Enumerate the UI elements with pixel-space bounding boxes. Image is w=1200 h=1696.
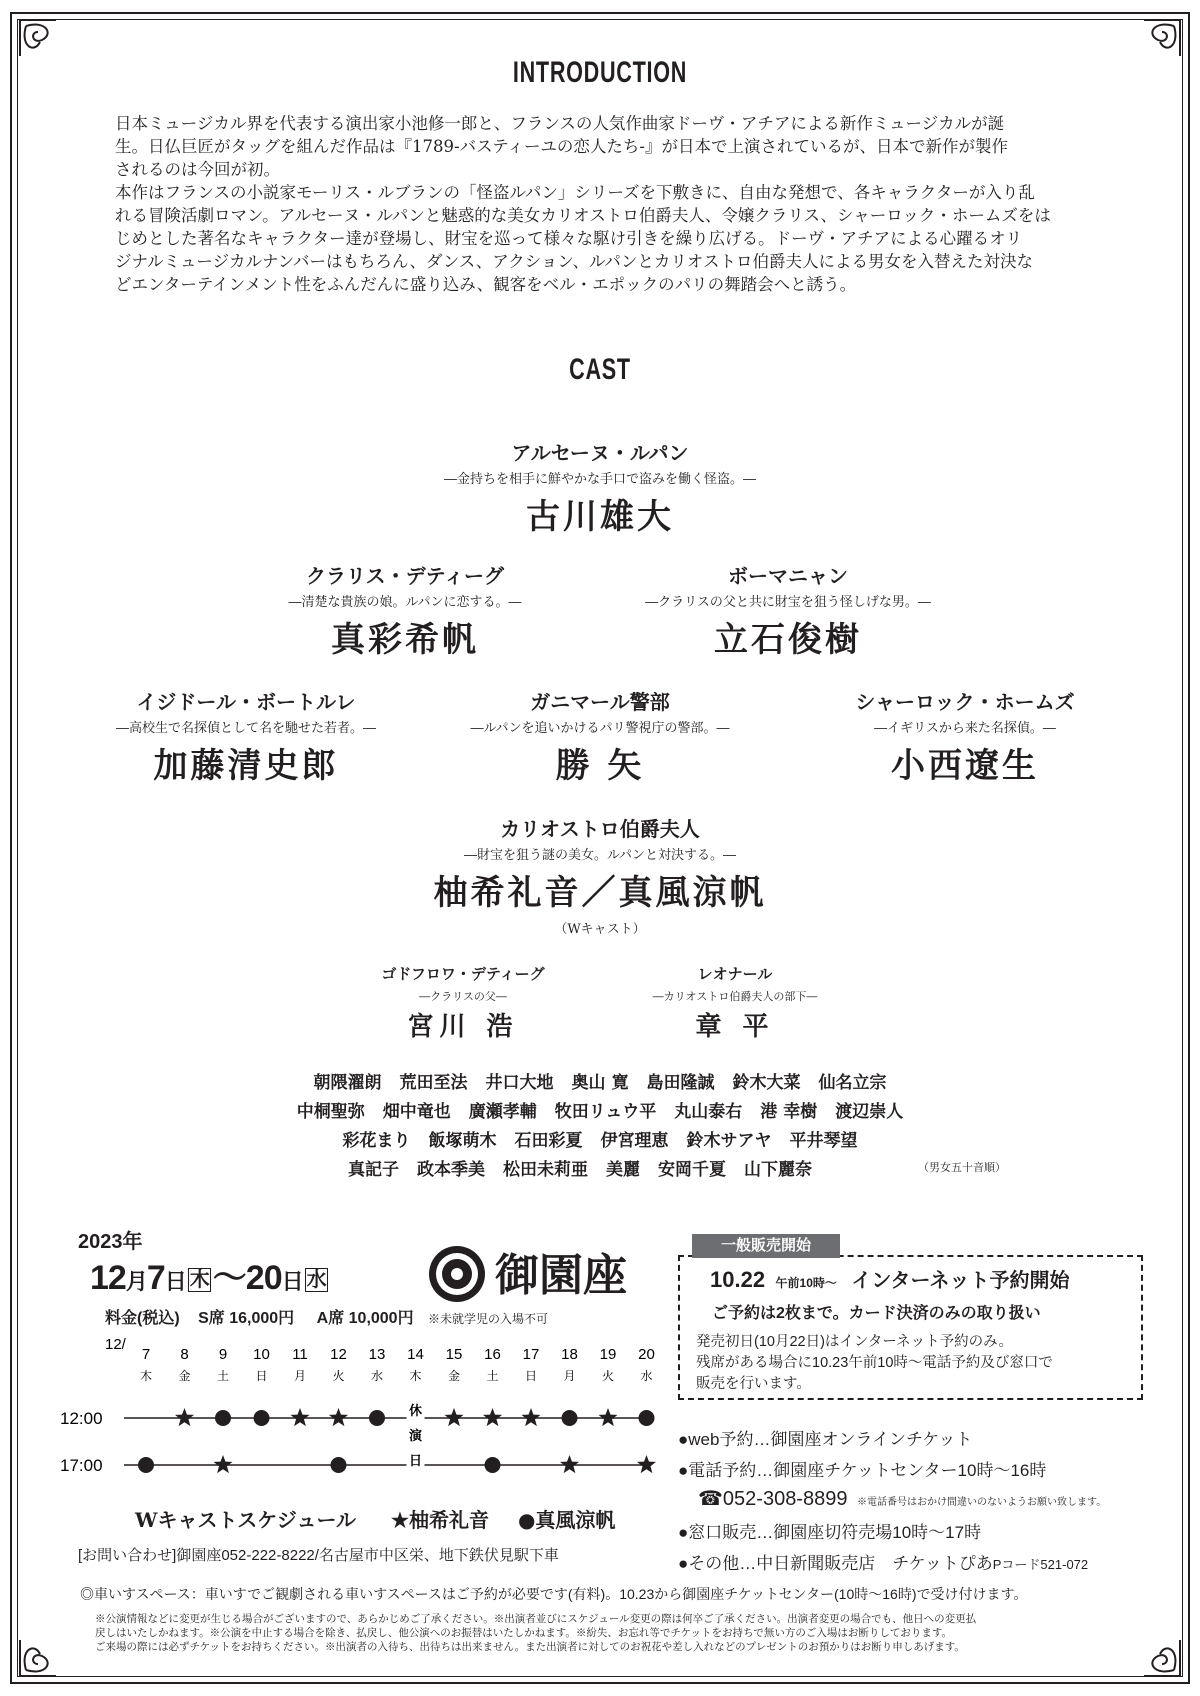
ensemble-name: 奥山 寛 xyxy=(571,1073,629,1093)
performance-dot-icon xyxy=(138,1457,154,1473)
cast-role: カリオストロ伯爵夫人 xyxy=(500,817,700,841)
cast-leonard xyxy=(525,963,945,1043)
ensemble-name: 政本季美 xyxy=(417,1160,485,1180)
cast-title: CAST xyxy=(569,353,631,386)
sales-sub: ご予約は2枚まで。カード決済のみの取り扱い xyxy=(712,1305,1041,1322)
ensemble-name: 井口大地 xyxy=(485,1073,554,1093)
sales-body-line: 販売を行います。 xyxy=(696,1376,811,1392)
performance-star-icon xyxy=(329,1408,348,1426)
ensemble-name: 石田彩夏 xyxy=(514,1131,583,1151)
performance-dot-icon xyxy=(369,1410,385,1426)
cast-name: 真彩希帆 xyxy=(331,620,479,660)
intro-line: 本作はフランスの小説家モーリス・ルブランの「怪盗ルパン」シリーズを下敷きに、自由な発想で、各キャラクターが入り乱 xyxy=(115,183,1035,202)
cast-name: 小西遼生 xyxy=(891,746,1039,786)
corner-ornament-icon xyxy=(16,16,74,74)
date-day: 20 xyxy=(245,1259,282,1297)
calendar-day: 8 xyxy=(180,1346,189,1363)
cast-name: 加藤清史郎 xyxy=(153,746,339,786)
ticket-tel xyxy=(698,1486,1106,1511)
ensemble-name: 飯塚萌木 xyxy=(428,1131,497,1151)
date-month: 12 xyxy=(90,1259,126,1297)
performance-dot-icon xyxy=(562,1410,578,1426)
ensemble-name: 島田隆誠 xyxy=(646,1073,715,1093)
cast-desc: ―財宝を狙う謎の美女。ルパンと対決する。― xyxy=(463,848,737,863)
corner-ornament-icon xyxy=(16,1622,74,1680)
weekday-box: 水 xyxy=(306,1269,326,1292)
ensemble-name: 真記子 xyxy=(348,1160,399,1180)
ticket-other-text: ●その他…中日新聞販売店 チケットぴあ xyxy=(678,1554,993,1573)
ensemble-name: 畑中竜也 xyxy=(382,1102,451,1122)
legend-dot: ●真風涼帆 xyxy=(517,1508,616,1532)
ticket-phone: ●電話予約…御園座チケットセンター10時〜16時 xyxy=(678,1461,1047,1480)
ensemble-name: 鈴木サアヤ xyxy=(686,1131,772,1151)
performance-star-icon xyxy=(175,1408,194,1426)
cast-name: 宮川 浩 xyxy=(407,1012,519,1042)
performance-dot-icon xyxy=(254,1410,270,1426)
corner-ornament-icon xyxy=(1126,1622,1184,1680)
performance-star-icon xyxy=(213,1455,232,1473)
calendar-day: 16 xyxy=(484,1346,501,1363)
cast-role: アルセーヌ・ルパン xyxy=(511,441,689,465)
sales-label: 一般販売開始 xyxy=(692,1234,840,1258)
calendar-day: 13 xyxy=(368,1346,386,1363)
legend-title: Wキャストスケジュール xyxy=(135,1508,357,1532)
intro-line: ジナルミュージカルナンバーはもちろん、ダンス、アクション、ルパンとカリオストロ伯爵夫人による男女を入替えた対決な xyxy=(115,252,1034,271)
cast-role: レオナール xyxy=(697,965,773,983)
cast-desc: ―イギリスから来た名探偵。― xyxy=(874,721,1056,736)
calendar-weekday: 土 xyxy=(486,1369,499,1383)
footer-note-line: 戻しはいたしかねます。※公演を中止する場合を除き、払戻し、他公演へのお振替はいたしかねます。※紛失、お忘れ等でチケットをお持ちで無い方のご入場はお断りしております。 xyxy=(95,1627,953,1639)
calendar-day: 9 xyxy=(218,1346,228,1363)
sales-body-line: 発売初日(10月22日)はインターネット予約のみ。 xyxy=(696,1334,1013,1350)
calendar-day: 12 xyxy=(330,1346,347,1363)
ticket-web: ●web予約…御園座オンラインチケット xyxy=(678,1430,973,1449)
cast-name: 古川雄大 xyxy=(526,497,674,537)
cast-role: ボーマニャン xyxy=(728,564,848,588)
cast-role: イジドール・ボートルレ xyxy=(136,690,356,714)
calendar-day: 19 xyxy=(599,1346,617,1363)
ticket-pcode: Pコード521-072 xyxy=(992,1557,1089,1572)
intro-line: 日本ミュージカル界を代表する演出家小池修一郎と、フランスの人気作曲家ドーヴ・アチアによる新作ミュージカルが誕 xyxy=(115,114,1005,133)
ensemble-name: 港 幸樹 xyxy=(760,1102,818,1122)
calendar-weekday: 水 xyxy=(640,1369,653,1383)
calendar-day: 14 xyxy=(407,1346,424,1363)
performance-star-icon xyxy=(290,1408,309,1426)
performance-star-icon xyxy=(483,1408,502,1426)
price-a-seat: A席 10,000円 xyxy=(316,1310,414,1327)
introduction-title: INTRODUCTION xyxy=(512,56,688,89)
date-unit: 月 xyxy=(125,1269,147,1294)
cast-name: 勝 矢 xyxy=(555,746,645,786)
performance-dates xyxy=(90,1250,330,1299)
ensemble-row xyxy=(0,1097,1200,1122)
date-day: 7 xyxy=(146,1259,165,1297)
price-s-seat: S席 16,000円 xyxy=(198,1310,295,1327)
calendar-weekday: 金 xyxy=(447,1369,461,1383)
calendar-day: 18 xyxy=(561,1346,578,1363)
performance-dot-icon xyxy=(485,1457,501,1473)
price-label: 料金(税込) xyxy=(105,1310,180,1327)
cast-holmes xyxy=(755,686,1175,787)
rest-day-char: 日 xyxy=(408,1454,423,1469)
cast-note: （Wキャスト） xyxy=(554,922,646,937)
cast-lupin xyxy=(390,437,810,538)
intro-line: 生。日仏巨匠がタッグを組んだ作品は『1789-バスティーユの恋人たち-』が日本で上演されているが、日本で新作が製作 xyxy=(115,137,1008,156)
date-tilde: 〜 xyxy=(212,1259,246,1297)
calendar-weekday: 日 xyxy=(255,1369,268,1383)
tel-number: ☎052-308-8899 xyxy=(698,1488,848,1510)
cast-cagliostro xyxy=(390,813,810,937)
intro-line: どエンターテインメント性をふんだんに盛り込み、観客をベル・エポックのパリの舞踏会へと誘う。 xyxy=(115,275,857,294)
cast-clarisse xyxy=(195,560,615,661)
performance-dot-icon xyxy=(215,1410,231,1426)
ensemble-name: 松田未莉亜 xyxy=(503,1160,588,1180)
sales-headline xyxy=(710,1264,1070,1293)
cast-role: シャーロック・ホームズ xyxy=(855,690,1075,714)
date-unit: 日 xyxy=(164,1269,186,1294)
cast-desc: ―クラリスの父― xyxy=(419,990,507,1003)
ensemble-name: 伊宮理恵 xyxy=(600,1131,669,1151)
ensemble-note: （男女五十音順） xyxy=(918,1161,1006,1174)
calendar-day: 17 xyxy=(522,1346,540,1363)
calendar-weekday: 火 xyxy=(601,1369,615,1383)
intro-line: じめとした著名なキャラクター達が登場し、財宝を巡って様々な駆け引きを繰り広げる。ドーヴ・アチアによる心躍るオリ xyxy=(115,229,1023,248)
ensemble-name: 中桐聖弥 xyxy=(296,1102,365,1122)
ensemble-name: 仙名立宗 xyxy=(818,1073,887,1093)
cast-role: クラリス・デティーグ xyxy=(306,564,504,588)
performance-star-icon xyxy=(637,1455,656,1473)
introduction-text xyxy=(115,112,1100,296)
footer-notes xyxy=(95,1612,1115,1654)
sales-body-line: 残席がある場合に10.23午前10時〜電話予約及び窓口で xyxy=(696,1355,1053,1371)
performance-dot-icon xyxy=(331,1457,347,1473)
ticket-window: ●窓口販売…御園座切符売場10時〜17時 xyxy=(678,1523,982,1542)
ensemble-name: 山下麗奈 xyxy=(744,1160,812,1180)
cast-desc: ―金持ちを相手に鮮やかな手口で盗みを働く怪盗。― xyxy=(443,472,756,487)
calendar-weekday: 木 xyxy=(409,1369,422,1383)
calendar-weekday: 木 xyxy=(139,1369,153,1383)
price-note: ※未就学児の入場不可 xyxy=(428,1312,549,1326)
cast-beaumagnan xyxy=(578,560,998,661)
performance-star-icon xyxy=(560,1455,579,1473)
ensemble-name: 丸山泰右 xyxy=(674,1102,743,1122)
calendar-weekday: 日 xyxy=(524,1369,538,1383)
cast-role: ガニマール警部 xyxy=(530,690,670,714)
footer-note-line: ※公演情報などに変更が生じる場合がございますので、あらかじめご了承ください。※出演者並びにスケジュール変更の際は何卒ご了承ください。出演者変更の場合でも、他日への変更払 xyxy=(95,1613,977,1625)
cast-name: 立石俊樹 xyxy=(714,620,862,660)
performance-star-icon xyxy=(521,1408,540,1426)
calendar-day: 7 xyxy=(141,1346,151,1363)
ensemble-name: 朝隈濯朗 xyxy=(313,1073,382,1093)
calendar-weekday: 水 xyxy=(370,1369,384,1383)
wheelchair-note: ◎車いすスペース：車いすでご観劇される車いすスペースはご予約が必要です(有料)。10.23から御園座チケットセンター(10時〜16時)で受け付けます。 xyxy=(80,1586,1028,1602)
time-label: 12:00 xyxy=(60,1409,103,1428)
tel-note: ※電話番号はおかけ間違いのないようお願い致します。 xyxy=(857,1497,1107,1508)
ensemble-name: 鈴木大菜 xyxy=(732,1073,801,1093)
cast-desc: ―高校生で名探偵として名を馳せた若者。― xyxy=(115,721,376,736)
cast-ganimard xyxy=(390,686,810,787)
ensemble-name: 安岡千夏 xyxy=(658,1160,726,1180)
cast-name: 章 平 xyxy=(695,1012,775,1042)
calendar-weekday: 土 xyxy=(216,1369,230,1383)
ensemble-name: 美麗 xyxy=(606,1160,640,1180)
performance-star-icon xyxy=(444,1408,463,1426)
legend-star: ★柚希礼音 xyxy=(391,1508,489,1532)
sales-body xyxy=(696,1332,1053,1395)
performance-dot-icon xyxy=(639,1410,655,1426)
ticket-other xyxy=(678,1549,1088,1574)
rest-day-char: 休 xyxy=(408,1404,423,1419)
calendar-weekday: 月 xyxy=(563,1369,576,1383)
rest-day-char: 演 xyxy=(408,1429,423,1444)
sales-date: 10.22 xyxy=(710,1267,766,1292)
ensemble-name: 平井琴望 xyxy=(789,1131,858,1151)
ensemble-name: 廣瀬孝輔 xyxy=(468,1102,537,1122)
performance-star-icon xyxy=(598,1408,617,1426)
time-label: 17:00 xyxy=(60,1456,103,1475)
cast-desc: ―カリオストロ伯爵夫人の部下― xyxy=(652,990,818,1003)
performance-year: 2023年 xyxy=(78,1231,143,1253)
weekday-box: 木 xyxy=(189,1269,209,1292)
cast-desc: ―ルパンを追いかけるパリ警視庁の警部。― xyxy=(470,721,730,736)
calendar-day: 20 xyxy=(638,1346,655,1363)
sales-time: 午前10時〜 xyxy=(775,1276,837,1290)
misonoza-logo xyxy=(425,1242,635,1306)
calendar-day: 15 xyxy=(445,1346,463,1363)
intro-line: れる冒険活劇ロマン。アルセーヌ・ルパンと魅惑的な美女カリオストロ伯爵夫人、令嬢クラリス、シャーロック・ホームズをは xyxy=(115,206,1051,225)
ensemble-name: 渡辺崇人 xyxy=(835,1102,904,1122)
cast-role: ゴドフロワ・デティーグ xyxy=(381,965,545,983)
cast-desc: ―清楚な貴族の娘。ルパンに恋する。― xyxy=(288,595,522,610)
sales-title: インターネット予約開始 xyxy=(851,1270,1070,1292)
wcast-legend xyxy=(135,1504,615,1533)
price-line xyxy=(105,1305,548,1328)
ensemble-name: 荒田至法 xyxy=(399,1073,468,1093)
ensemble-name: 牧田リュウ平 xyxy=(554,1102,657,1122)
venue-name: 御園座 xyxy=(495,1250,627,1301)
calendar-day: 10 xyxy=(253,1346,270,1363)
calendar-day: 11 xyxy=(292,1346,308,1363)
corner-ornament-icon xyxy=(1126,16,1184,74)
inquiry: [お問い合わせ]御園座052-222-8222/名古屋市中区栄、地下鉄伏見駅下車 xyxy=(78,1547,559,1564)
calendar-weekday: 金 xyxy=(178,1369,191,1383)
ensemble-row xyxy=(0,1126,1200,1151)
cast-name: 柚希礼音／真風涼帆 xyxy=(433,873,767,913)
intro-line: されるのは今回が初。 xyxy=(115,160,280,179)
ensemble-row xyxy=(0,1068,1200,1093)
calendar-month: 12/ xyxy=(105,1336,126,1353)
footer-note-line: ご来場の際には必ずチケットをお持ちください。※出演者の入待ち、出待ちは出来ません。また出演者に対してのお祝花や差し入れなどのプレゼントのお預かりはお断り申しあげます。 xyxy=(95,1641,965,1653)
date-unit: 日 xyxy=(281,1269,303,1294)
calendar-weekday: 火 xyxy=(332,1369,345,1383)
cast-desc: ―クラリスの父と共に財宝を狙う怪しげな男。― xyxy=(645,595,931,610)
calendar-weekday: 月 xyxy=(293,1369,307,1383)
ensemble-name: 彩花まり xyxy=(342,1131,411,1151)
performance-calendar xyxy=(60,1333,660,1483)
